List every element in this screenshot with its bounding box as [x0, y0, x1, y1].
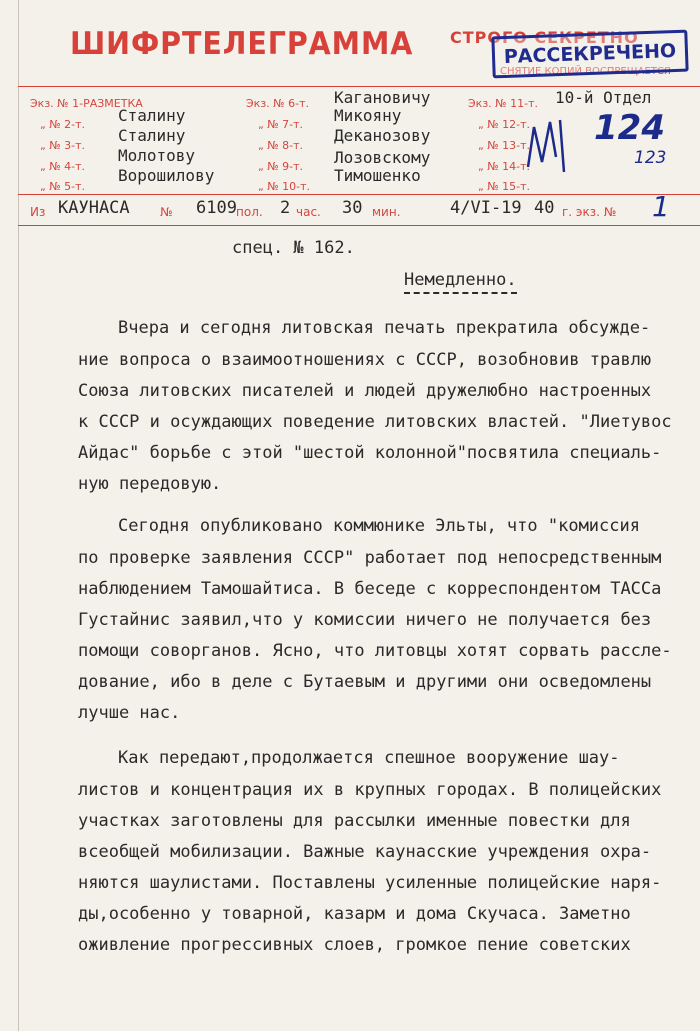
addressee: Сталину	[118, 106, 186, 125]
urgency-mark: Немедленно.	[404, 270, 517, 294]
header-rule	[18, 86, 700, 87]
ekz-label: „ № 5-т.	[40, 180, 86, 193]
ekz-label: „ № 2-т.	[40, 118, 86, 131]
body-line: лучше нас.	[78, 703, 181, 723]
body-line: ние вопроса о взаимоотношениях с СССР, возобновив травлю	[78, 350, 652, 370]
body-line: по проверке заявления СССР" работает под непосредственным	[78, 548, 662, 568]
number-label: №	[160, 205, 173, 219]
body-line: к СССР и осуждающих поведение литовских властей. "Лиетувос	[78, 412, 672, 432]
body-line: дование, ибо в деле с Бутаевым и другими они осведомлены	[78, 672, 652, 692]
addressee: Кагановичу	[334, 88, 431, 107]
ekz-label: „ № 7-т.	[258, 118, 304, 131]
ekz-label: „ № 9-т.	[258, 160, 304, 173]
ekz-label: Экз. № 6-т.	[246, 97, 309, 110]
ekz-label: „ № 10-т.	[258, 180, 311, 193]
body-line: ную передовую.	[78, 474, 222, 494]
body-line: Густайнис заявил,что у комиссии ничего не получается без	[78, 610, 652, 630]
year-value: 40	[534, 198, 555, 218]
secrecy-label: СТРОГО СЕКРЕТНО	[450, 28, 639, 47]
body-line: няются шаулистами. Поставлены усиленные полицейские наря-	[78, 873, 662, 893]
body-line: всеобщей мобилизации. Важные каунасские учреждения охра-	[78, 842, 652, 862]
min-label: мин.	[372, 205, 401, 219]
handwritten-number: 124	[594, 108, 665, 148]
body-line: помощи соворганов. Ясно, что литовцы хотят сорвать рассле-	[78, 641, 672, 661]
body-line: Айдас" борьбе с этой "шестой колонной"посвятила специаль-	[78, 443, 662, 463]
hour-value: 30	[342, 198, 363, 218]
addressee: Деканозову	[334, 126, 431, 145]
addressee: Лозовскому	[334, 148, 431, 167]
copy-label: г. экз. №	[562, 205, 617, 219]
ekz-label: „ № 12-т.	[478, 118, 531, 131]
ekz-label: „ № 13-т.	[478, 139, 531, 152]
ekz-label: Экз. № 1-РАЗМЕТКА	[30, 97, 143, 110]
body-line: ды,особенно у товарной, казарм и дома Скучаса. Заметно	[78, 904, 631, 924]
meta-rule-bottom	[18, 225, 700, 226]
addressee: Тимошенко	[334, 166, 421, 185]
declassified-stamp: РАССЕКРЕЧЕНО	[491, 30, 688, 79]
pol-label: пол.	[236, 205, 263, 219]
body-line: Вчера и сегодня литовская печать прекратила обсужде-	[118, 318, 651, 338]
ekz-label: Экз. № 11-т.	[468, 97, 538, 110]
ekz-label: „ № 3-т.	[40, 139, 86, 152]
date-value: 4/VI-19	[450, 198, 522, 218]
meta-rule-top	[18, 194, 700, 195]
addressee: Ворошилову	[118, 166, 215, 185]
body-line: Союза литовских писателей и людей дружелюбно настроенных	[78, 381, 652, 401]
body-line: наблюдением Тамошайтиса. В беседе с корреспондентом ТАССа	[78, 579, 662, 599]
telegram-number: 6109	[196, 198, 237, 218]
addressee: Молотову	[118, 146, 196, 165]
ekz-label: „ № 4-т.	[40, 160, 86, 173]
body-line: оживление прогрессивных слоев, громкое пение советских	[78, 935, 631, 955]
body-line: Как передают,продолжается спешное вооружение шау-	[118, 748, 620, 768]
handwritten-scribble-icon	[520, 112, 580, 182]
addressee: Сталину	[118, 126, 186, 145]
ekz-label: „ № 8-т.	[258, 139, 304, 152]
body-line: Сегодня опубликовано коммюнике Эльты, что "комиссия	[118, 516, 640, 536]
from-label: Из	[30, 205, 46, 219]
copy-warning: СНЯТИЕ КОПИЙ ВОСПРЕЩАЕТСЯ	[500, 66, 671, 77]
ekz-label: „ № 14-т.	[478, 160, 531, 173]
ekz-label: „ № 15-т.	[478, 180, 531, 193]
addressee: Микояну	[334, 106, 402, 125]
pol-value: 2	[280, 198, 291, 218]
handwritten-number: 123	[634, 148, 667, 168]
addressee: 10-й Отдел	[555, 88, 652, 107]
body-line: участках заготовлены для рассылки именные повестки для	[78, 811, 631, 831]
document-title: ШИФРТЕЛЕГРАММА	[70, 26, 414, 62]
body-line: листов и концентрация их в крупных городах. В полицейских	[78, 780, 662, 800]
hour-label: час.	[296, 205, 321, 219]
copy-number: 1	[652, 190, 670, 223]
spec-number: спец. № 162.	[232, 238, 355, 258]
page-fold	[18, 0, 19, 1031]
origin-city: КАУНАСА	[58, 198, 130, 218]
